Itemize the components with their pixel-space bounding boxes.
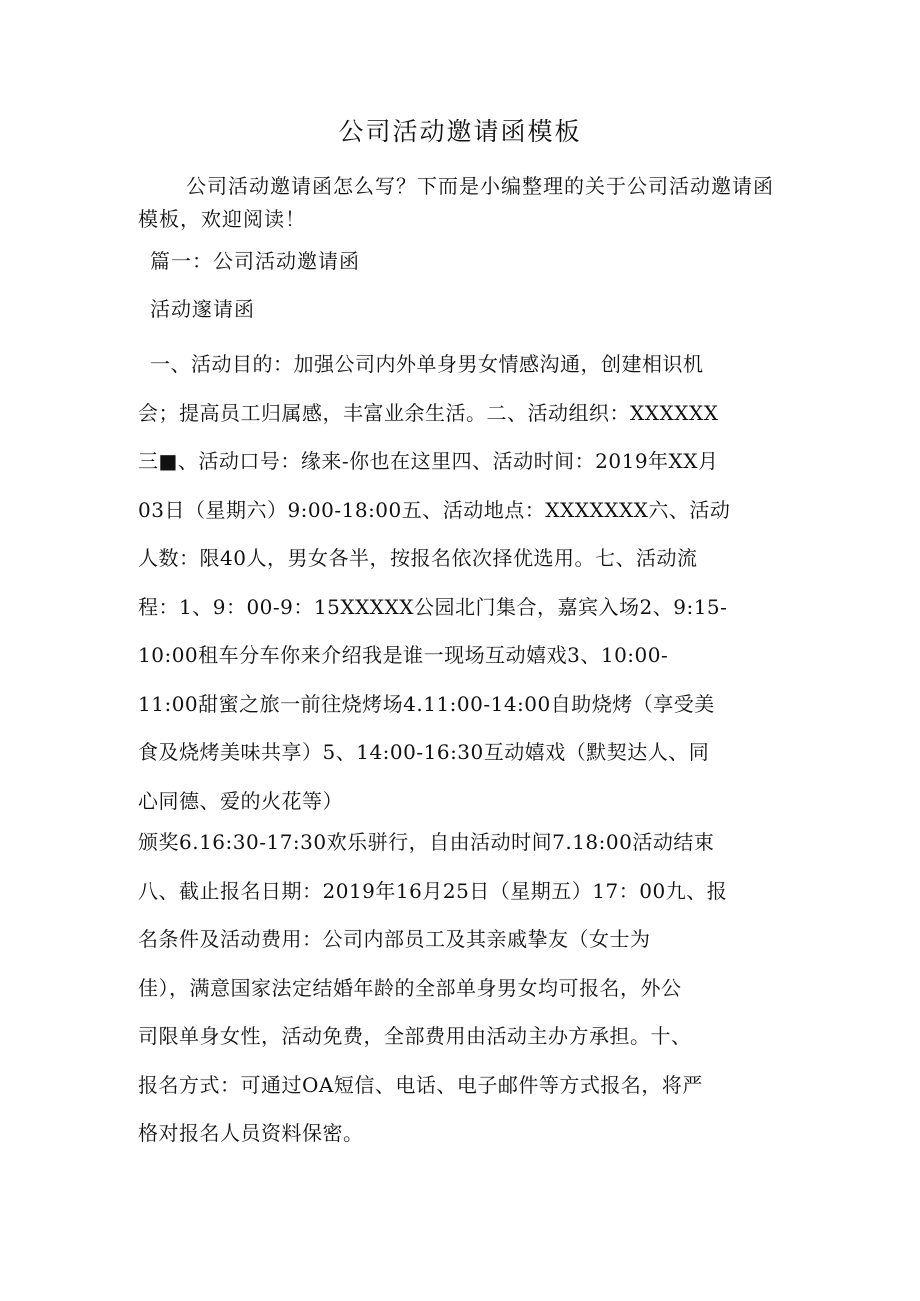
body-line: 司限单身女性，活动免费，全部费用由活动主办方承担。十、 xyxy=(138,1024,692,1048)
body-line: 颁奖6.16:30-17:30欢乐骈行，自由活动时间7.18:00活动结束 xyxy=(138,830,715,854)
document-title: 公司活动邀请函模板 xyxy=(338,117,582,146)
intro-paragraph: 公司活动邀请函怎么写？下而是小编整理的关于公司活动邀请函模板，欢迎阅读！ xyxy=(138,174,774,231)
body-line: 名条件及活动费用：公司内部员工及其亲戚挚友（女士为 xyxy=(138,927,651,951)
body-line: 10:00租车分车你来介绍我是谁一现场互动嬉戏3、10:00- xyxy=(138,643,669,667)
body-line: 三■、活动口号：缘来-你也在这里四、活动时间：2019年XX月 xyxy=(138,449,719,473)
body-line: 佳），满意国家法定结婚年龄的全部单身男女均可报名，外公 xyxy=(138,975,682,1000)
body-line: 食及烧烤美味共享）5、14:00-16:30互动嬉戏（默契达人、同 xyxy=(138,740,710,764)
body-line: 程：1、9：00-9：15XXXXX公园北门集合，嘉宾入场2、9:15- xyxy=(138,594,728,619)
section-heading: 篇一：公司活动邀请函 xyxy=(150,249,360,273)
body-line: 格对报名人员资料保密。 xyxy=(138,1121,364,1145)
body-line: 11:00甜蜜之旅一前往烧烤场4.11:00-14:00自助烧烤（享受美 xyxy=(138,691,715,716)
body-paragraph-1 xyxy=(138,340,788,825)
body-line: 会；提高员工归属感，丰富业余生活。二、活动组织：XXXXXX xyxy=(138,400,719,425)
body-line: 八、截止报名日期：2019年16月25日（星期五）17：00九、报 xyxy=(138,878,728,903)
body-line: 一、活动目的：加强公司内外单身男女情感沟通，创建相识机 xyxy=(150,352,704,376)
body-line: 心同德、爱的火花等） xyxy=(138,788,343,813)
body-line: 报名方式：可通过OA短信、电话、电子邮件等方式报名，将严 xyxy=(138,1072,703,1097)
body-line: 人数：限40人，男女各半，按报名依次择优选用。七、活动流 xyxy=(138,546,698,570)
body-paragraph-2 xyxy=(138,818,788,1158)
subheading: 活动邃请函 xyxy=(150,297,255,321)
body-line: 03日（星期六）9:00-18:00五、活动地点：XXXXXXX六、活动 xyxy=(138,497,731,522)
